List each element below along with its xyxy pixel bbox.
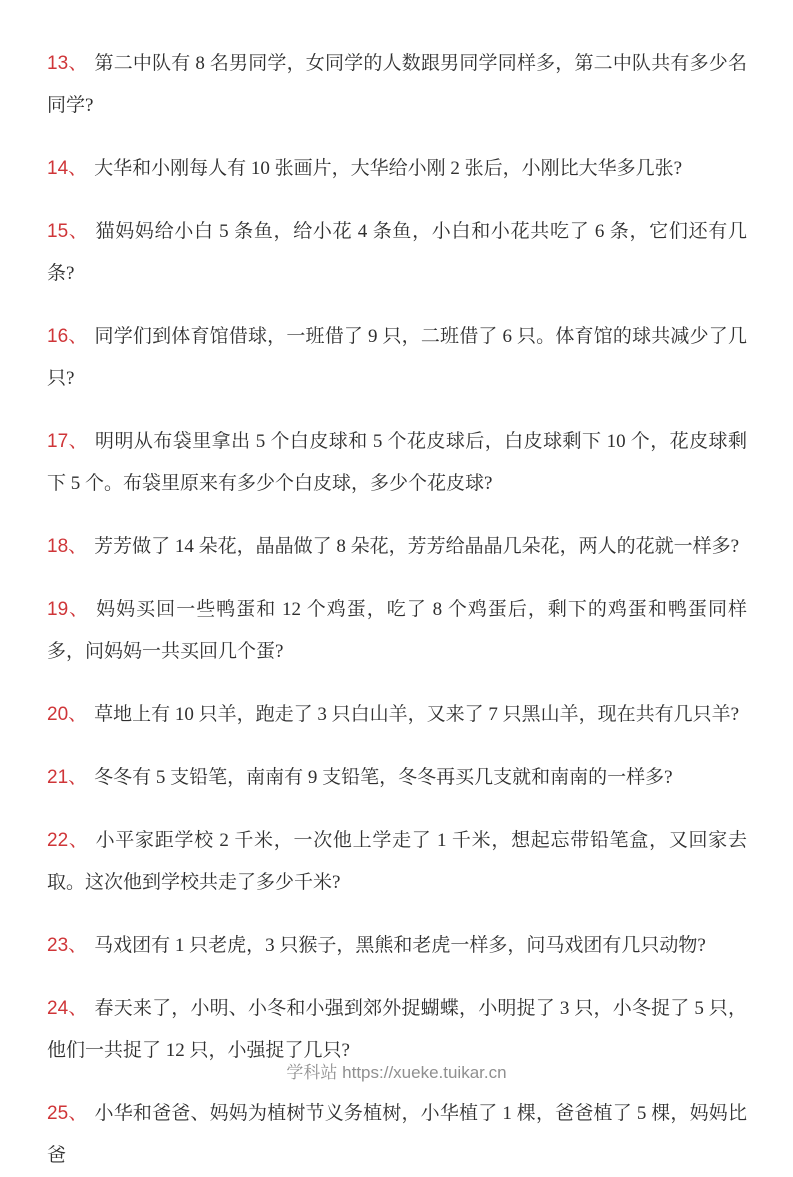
problem-number: 20、	[47, 704, 88, 725]
problem-text: 大华和小刚每人有 10 张画片，大华给小刚 2 张后，小刚比大华多几张?	[94, 158, 683, 179]
problem-number: 23、	[47, 935, 88, 956]
problem-item	[47, 589, 747, 673]
problem-number: 18、	[47, 536, 88, 557]
problem-item	[47, 421, 747, 505]
problem-item	[47, 757, 747, 799]
problem-item	[47, 1093, 747, 1177]
problem-text: 马戏团有 1 只老虎，3 只猴子，黑熊和老虎一样多，问马戏团有几只动物?	[94, 935, 706, 956]
problem-text: 草地上有 10 只羊，跑走了 3 只白山羊，又来了 7 只黑山羊，现在共有几只羊?	[94, 704, 740, 725]
problem-text: 小平家距学校 2 千米，一次他上学走了 1 千米，想起忘带铅笔盒，又回家去取。这次他到学校共走了多少千米?	[47, 830, 747, 893]
problem-item	[47, 316, 747, 400]
problem-text: 春天来了，小明、小冬和小强到郊外捉蝴蝶，小明捉了 3 只，小冬捉了 5 只，他们一共捉了 12 只，小强捉了几只?	[47, 998, 747, 1061]
problem-number: 15、	[47, 221, 89, 242]
problem-number: 21、	[47, 767, 88, 788]
problem-item	[47, 148, 747, 190]
problem-number: 13、	[47, 53, 88, 74]
problem-item	[47, 526, 747, 568]
site-watermark: 学科站 https://xueke.tuikar.cn	[286, 1063, 507, 1082]
problem-number: 22、	[47, 830, 89, 851]
problem-item	[47, 820, 747, 904]
problem-text: 芳芳做了 14 朵花，晶晶做了 8 朵花，芳芳给晶晶几朵花，两人的花就一样多?	[94, 536, 740, 557]
problem-item	[47, 43, 747, 127]
problem-item	[47, 925, 747, 967]
problem-number: 17、	[47, 431, 89, 452]
problem-number: 19、	[47, 599, 90, 620]
problem-number: 24、	[47, 998, 88, 1019]
problem-text: 小华和爸爸、妈妈为植树节义务植树，小华植了 1 棵，爸爸植了 5 棵，妈妈比爸	[47, 1103, 747, 1166]
problem-item	[47, 694, 747, 736]
problem-text: 同学们到体育馆借球，一班借了 9 只，二班借了 6 只。体育馆的球共减少了几只?	[47, 326, 747, 389]
problem-item	[47, 988, 747, 1072]
problem-item	[47, 211, 747, 295]
problem-number: 25、	[47, 1103, 88, 1124]
problem-text: 明明从布袋里拿出 5 个白皮球和 5 个花皮球后，白皮球剩下 10 个，花皮球剩下 5 个。布袋里原来有多少个白皮球，多少个花皮球?	[47, 431, 747, 494]
problem-text: 妈妈买回一些鸭蛋和 12 个鸡蛋，吃了 8 个鸡蛋后，剩下的鸡蛋和鸭蛋同样多，问妈妈一共买回几个蛋?	[47, 599, 747, 662]
problem-text: 冬冬有 5 支铅笔，南南有 9 支铅笔，冬冬再买几支就和南南的一样多?	[94, 767, 673, 788]
problem-list	[47, 43, 747, 1177]
problem-text: 猫妈妈给小白 5 条鱼，给小花 4 条鱼，小白和小花共吃了 6 条，它们还有几条?	[47, 221, 747, 284]
problem-number: 14、	[47, 158, 88, 179]
problem-number: 16、	[47, 326, 88, 347]
problem-text: 第二中队有 8 名男同学，女同学的人数跟男同学同样多，第二中队共有多少名同学?	[47, 53, 747, 116]
